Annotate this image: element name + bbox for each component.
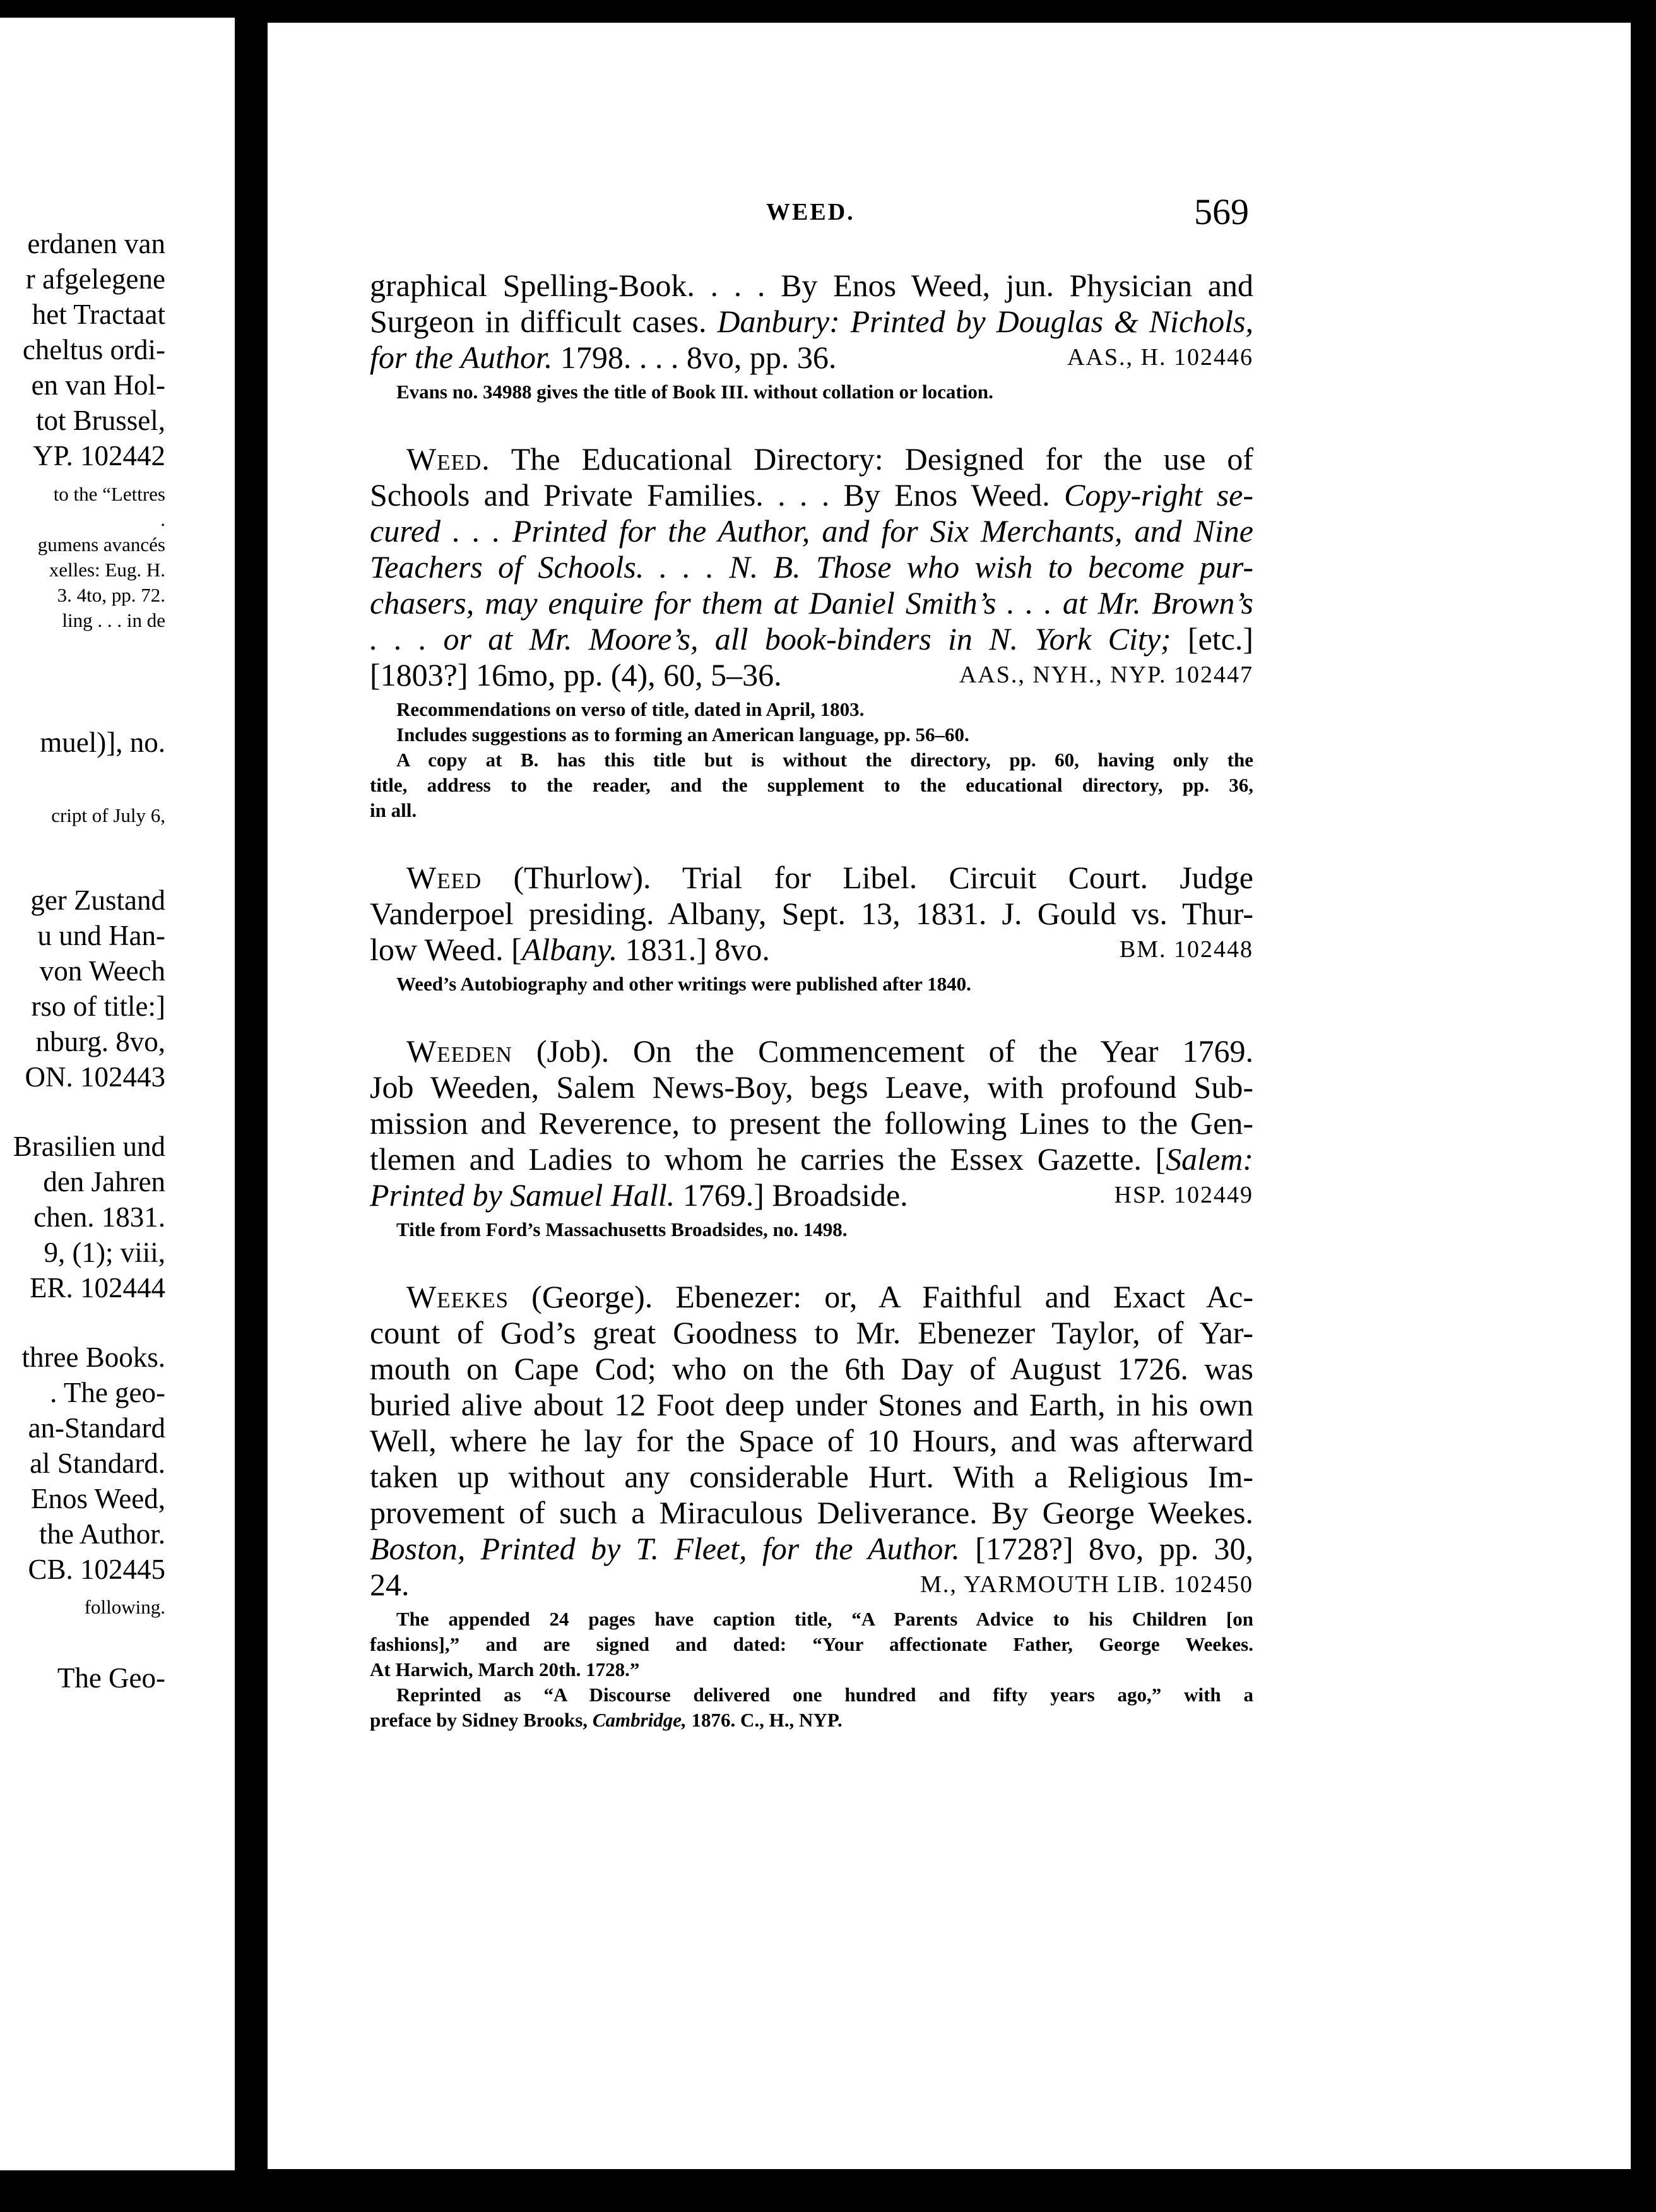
entry-educational-directory: [370, 441, 1253, 823]
left-page-text-fragment: u und Han-: [37, 920, 165, 951]
entry-thurlow-weed: [370, 860, 1253, 997]
entry-note: Includes suggestions as to forming an American language, pp. 56–60.: [396, 723, 969, 746]
text-column: [370, 268, 1253, 1733]
left-page-text-fragment: following.: [84, 1596, 165, 1618]
entry-line: Weekes (George). Ebenezer: or, A Faithful and Exact Ac-: [406, 1279, 1253, 1314]
left-page-text-fragment: al Standard.: [30, 1448, 165, 1479]
left-page-text-fragment: three Books.: [21, 1341, 165, 1373]
entry-line: Surgeon in difficult cases. Danbury: Printed by Douglas & Nichols,: [370, 304, 1253, 339]
left-page-text-fragment: het Tractaat: [32, 299, 165, 330]
entry-line: Weed. The Educational Directory: Designed for the use of: [406, 441, 1253, 477]
left-page-text-fragment: nburg. 8vo,: [35, 1026, 165, 1057]
entry-line: cured . . . Printed for the Author, and for Six Merchants, and Nine: [370, 513, 1253, 549]
running-title: WEED.: [766, 199, 855, 225]
entry-note: Recommendations on verso of title, dated in April, 1803.: [396, 698, 865, 720]
page-number: 569: [1194, 191, 1249, 232]
entry-line: Well, where he lay for the Space of 10 Hours, and was afterward: [370, 1423, 1253, 1458]
running-head: [268, 173, 1631, 230]
left-page-text-fragment: r afgelegene: [25, 263, 165, 295]
entry-line: Schools and Private Families. . . . By Enos Weed. Copy-right se-: [370, 477, 1254, 513]
entry-line: count of God’s great Goodness to Mr. Ebenezer Taylor, of Yar-: [370, 1315, 1253, 1350]
entry-line: 24. M., YARMOUTH LIB. 102450: [370, 1567, 1253, 1602]
left-page-text-fragment: ON. 102443: [25, 1061, 165, 1093]
left-page-text-fragment: den Jahren: [43, 1166, 165, 1198]
entry-line: buried alive about 12 Foot deep under Stones and Earth, in his own: [370, 1387, 1253, 1422]
left-page-text-fragment: 9, (1); viii,: [44, 1237, 165, 1268]
entry-note: fashions],” and are signed and dated: “Your affectionate Father, George Weekes.: [370, 1633, 1253, 1655]
entry-line: graphical Spelling-Book. . . . By Enos Weed, jun. Physician and: [370, 268, 1253, 303]
left-page-text-fragment: erdanen van: [27, 228, 165, 259]
call-number: M., YARMOUTH LIB. 102450: [920, 1571, 1253, 1598]
left-page-text-fragment: Brasilien und: [13, 1131, 165, 1162]
entry-line: mouth on Cape Cod; who on the 6th Day of August 1726. was: [370, 1351, 1253, 1386]
left-page-text-fragment: cheltus ordi-: [22, 334, 165, 366]
entry-line: Teachers of Schools. . . . N. B. Those who wish to become pur-: [370, 549, 1253, 585]
right-page: [268, 23, 1631, 2169]
entry-line: low Weed. [Albany. 1831.] 8vo. BM. 102448: [370, 932, 1253, 967]
left-page-text-fragment: ER. 102444: [29, 1272, 165, 1304]
left-page-text-fragment: to the “Lettres: [53, 483, 165, 505]
entry-continued: [370, 268, 1253, 405]
entry-line: [1803?] 16mo, pp. (4), 60, 5–36. AAS., NYH., NYP. 102447: [370, 657, 1253, 693]
left-page-text-fragment: cript of July 6,: [51, 804, 165, 826]
left-facing-page: [0, 18, 235, 2170]
entry-note: A copy at B. has this title but is without the directory, pp. 60, having only the: [396, 749, 1253, 771]
left-page-text-fragment: ling . . . in de: [62, 609, 165, 631]
left-page-text-fragment: . The geo-: [50, 1377, 165, 1408]
left-page-text-fragment: The Geo-: [57, 1662, 165, 1694]
left-page-text-fragment: tot Brussel,: [35, 405, 165, 436]
entry-line: tlemen and Ladies to whom he carries the Essex Gazette. [Salem:: [370, 1141, 1253, 1177]
call-number: AAS., NYH., NYP. 102447: [959, 662, 1253, 688]
entry-george-weekes: [370, 1279, 1253, 1733]
left-page-text-fragment: rso of title:]: [31, 990, 165, 1022]
entry-line: Weeden (Job). On the Commencement of the Year 1769.: [406, 1033, 1253, 1069]
entry-line: Printed by Samuel Hall. 1769.] Broadside. HSP. 102449: [370, 1177, 1253, 1213]
left-page-text-fragment: xelles: Eug. H.: [49, 559, 165, 581]
left-page-text-fragment: chen. 1831.: [33, 1201, 165, 1233]
entry-note: title, address to the reader, and the supplement to the educational directory, pp. 36,: [370, 774, 1253, 796]
entry-note: Reprinted as “A Discourse delivered one hundred and fifty years ago,” with a: [396, 1684, 1253, 1706]
book-gutter: [235, 0, 268, 2212]
left-page-text-fragment: .: [160, 508, 165, 530]
left-page-text-fragment: an-Standard: [28, 1412, 165, 1444]
entry-note: The appended 24 pages have caption title, “A Parents Advice to his Children [on: [396, 1608, 1253, 1630]
entry-job-weeden: [370, 1033, 1253, 1242]
entry-note: Weed’s Autobiography and other writings were published after 1840.: [396, 973, 971, 995]
left-page-text-fragment: 3. 4to, pp. 72.: [57, 584, 165, 606]
entry-note: in all.: [370, 799, 417, 821]
entry-note: Evans no. 34988 gives the title of Book III. without collation or location.: [396, 381, 993, 403]
left-page-text-fragment: YP. 102442: [32, 440, 165, 472]
left-page-text-fragment: en van Hol-: [31, 369, 165, 401]
entry-note: At Harwich, March 20th. 1728.”: [370, 1658, 640, 1680]
entry-line: mission and Reverence, to present the following Lines to the Gen-: [370, 1105, 1253, 1141]
entry-line: Vanderpoel presiding. Albany, Sept. 13, 1831. J. Gould vs. Thur-: [370, 896, 1253, 931]
entry-line: for the Author. 1798. . . . 8vo, pp. 36. AAS., H. 102446: [370, 340, 1253, 375]
entry-note: preface by Sidney Brooks, Cambridge, 1876. C., H., NYP.: [370, 1709, 843, 1731]
left-page-text-fragment: CB. 102445: [28, 1554, 165, 1585]
entry-line: Weed (Thurlow). Trial for Libel. Circuit Court. Judge: [406, 860, 1253, 895]
entry-line: chasers, may enquire for them at Daniel Smith’s . . . at Mr. Brown’s: [370, 585, 1253, 621]
call-number: HSP. 102449: [1114, 1182, 1253, 1208]
entry-line: Job Weeden, Salem News-Boy, begs Leave, with profound Sub-: [370, 1069, 1253, 1105]
left-page-text-fragment: the Author.: [39, 1518, 165, 1550]
left-page-text-fragment: Enos Weed,: [30, 1483, 165, 1514]
left-page-text-fragment: gumens avancés: [37, 533, 165, 556]
entry-line: Boston, Printed by T. Fleet, for the Author. [1728?] 8vo, pp. 30,: [370, 1531, 1254, 1566]
call-number: AAS., H. 102446: [1067, 344, 1253, 371]
left-page-text-fragment: ger Zustand: [30, 884, 165, 916]
entry-line: provement of such a Miraculous Deliverance. By George Weekes.: [370, 1495, 1253, 1530]
left-page-text-fragment: von Weech: [39, 955, 165, 987]
entry-line: . . . or at Mr. Moore’s, all book-binders in N. York City; [etc.]: [370, 621, 1253, 657]
entry-note: Title from Ford’s Massachusetts Broadsides, no. 1498.: [396, 1218, 848, 1240]
entry-line: taken up without any considerable Hurt. With a Religious Im-: [370, 1459, 1253, 1494]
left-page-text-fragment: muel)], no.: [40, 727, 165, 758]
call-number: BM. 102448: [1119, 936, 1253, 963]
